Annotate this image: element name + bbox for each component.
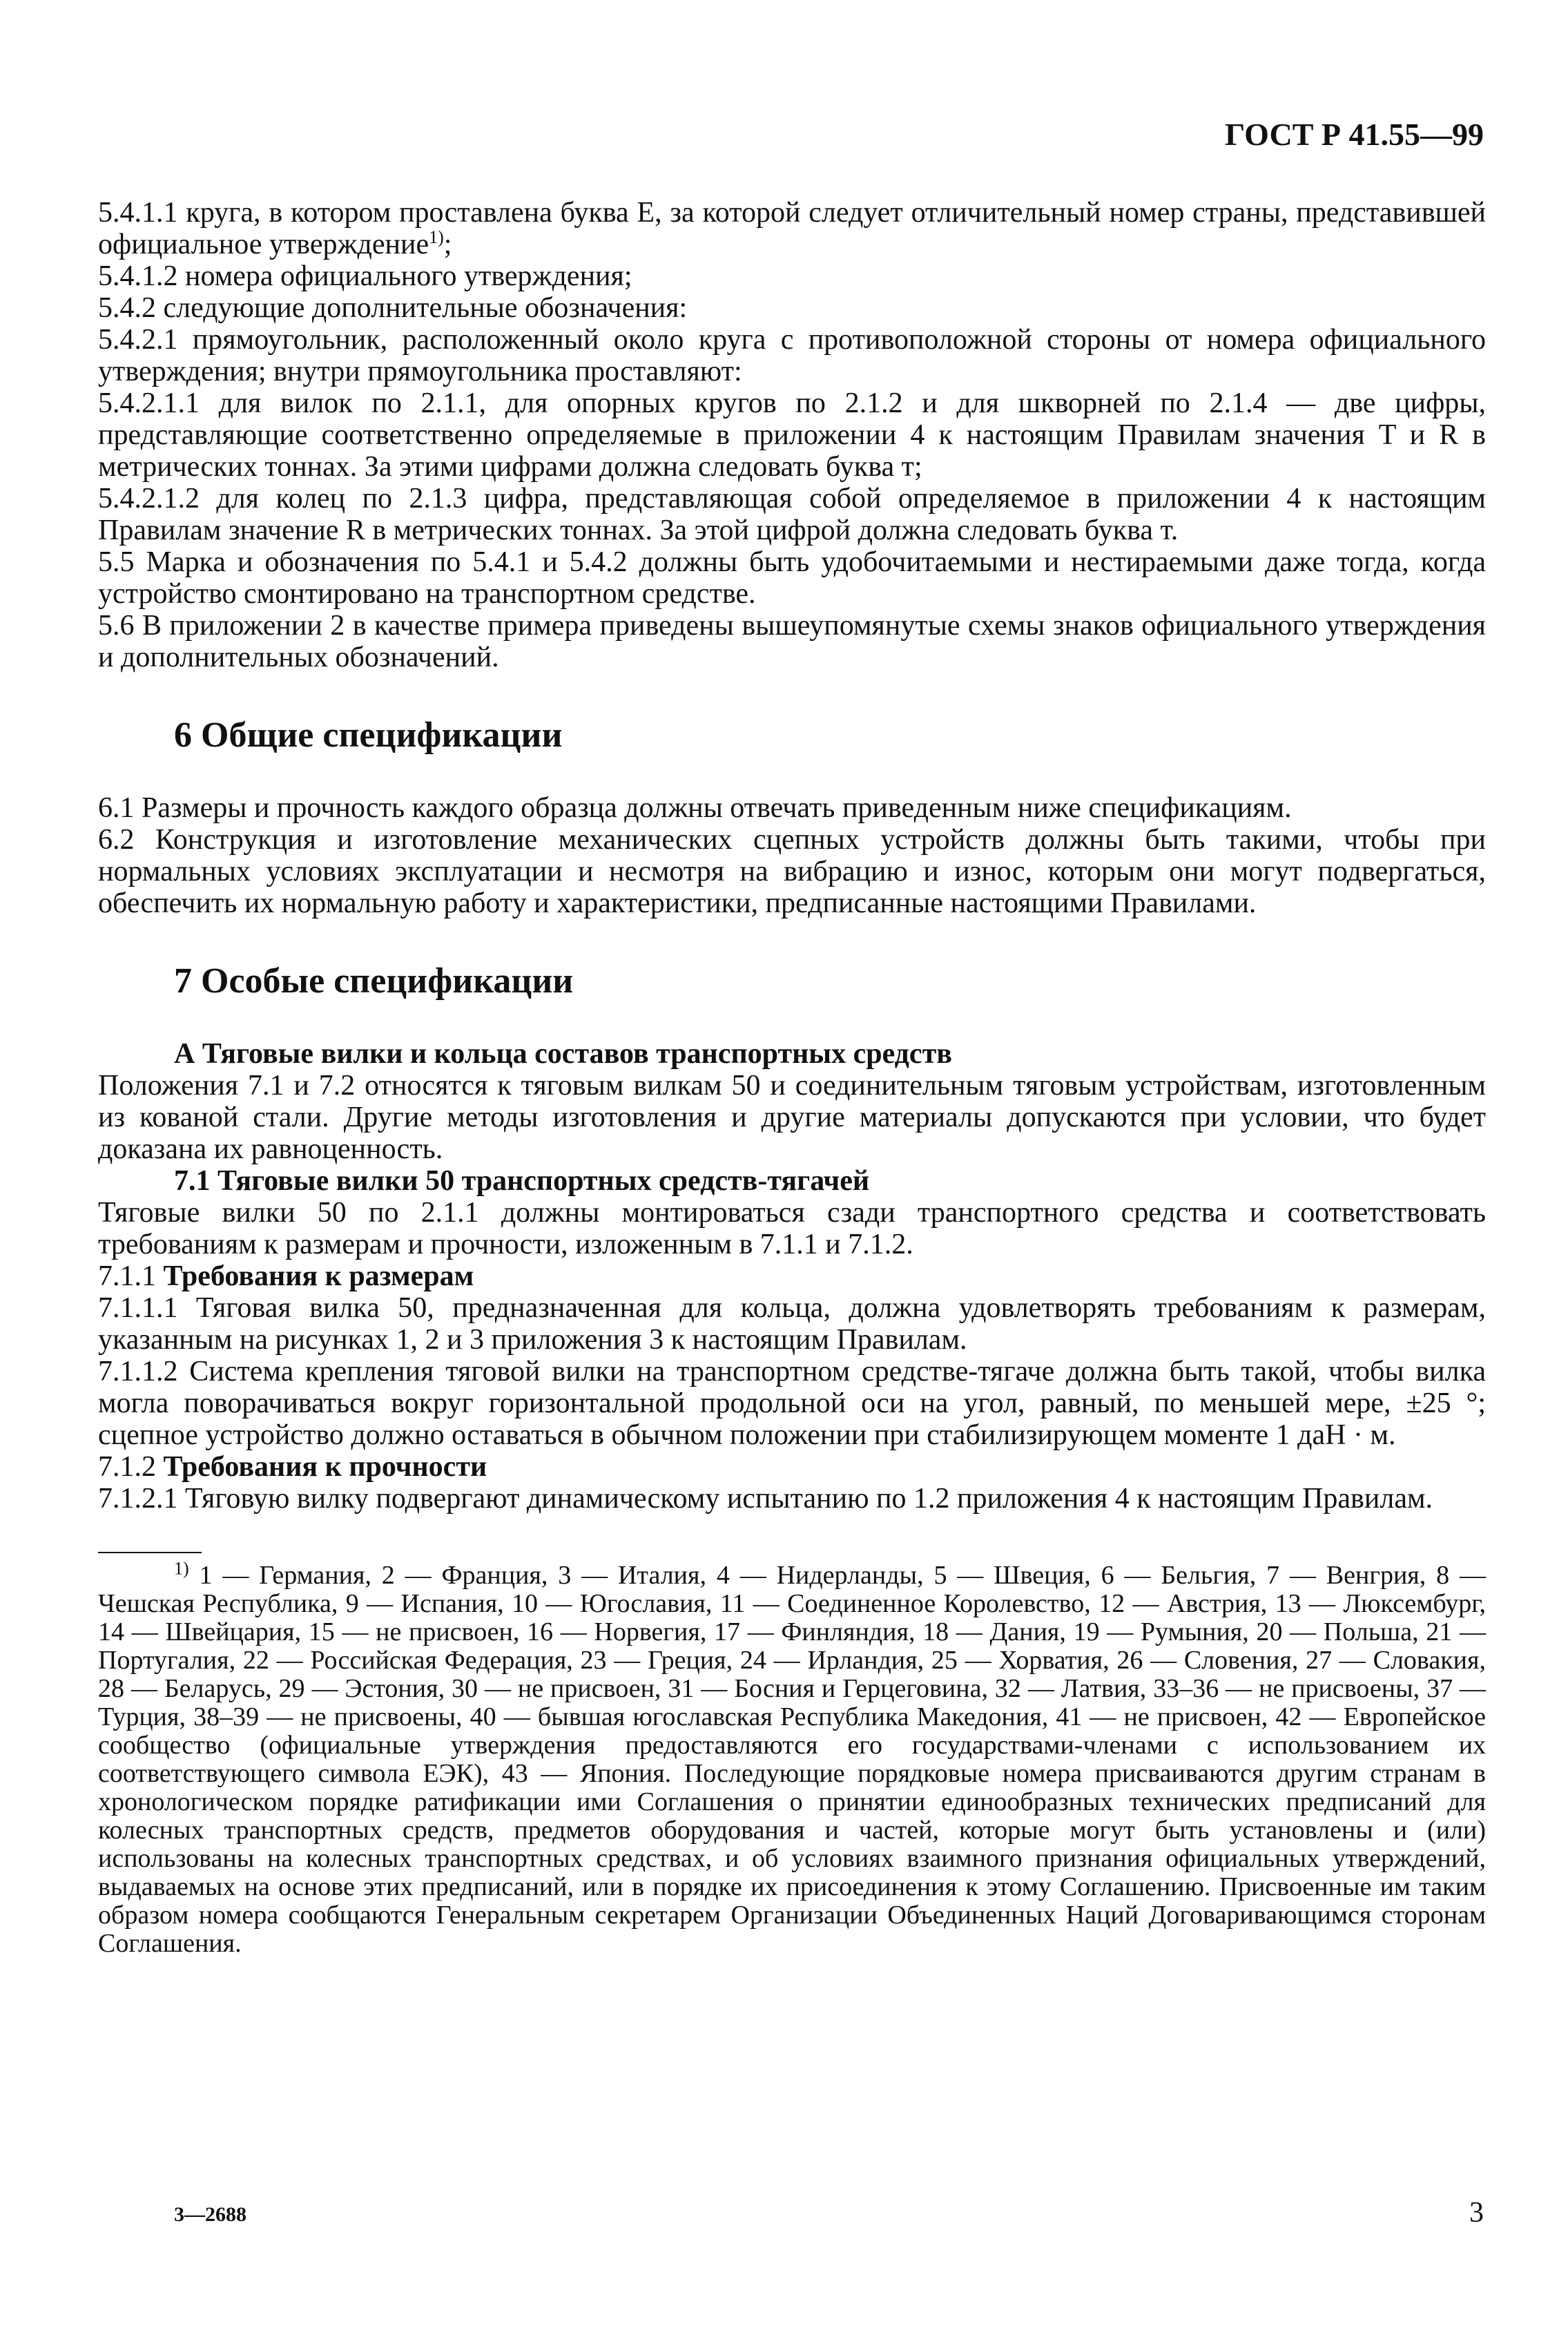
footnote-reference: 1) bbox=[429, 227, 444, 247]
clause-number: 5.6 bbox=[98, 610, 135, 642]
clause-number: 5.4.1.2 bbox=[98, 260, 178, 292]
clause-text: круга, в котором проставлена буква Е, за которой следует отличительный номер страны, представившей официальное утверждение bbox=[98, 197, 1486, 260]
clause-number: 7.1.1 bbox=[98, 1260, 156, 1292]
footnote-mark: 1) bbox=[174, 1558, 189, 1579]
paragraph-5-4-1-1 bbox=[98, 197, 1486, 260]
document-body bbox=[98, 197, 1486, 1958]
print-run-code: 3—2688 bbox=[174, 2203, 246, 2226]
section-7-heading: 7 Особые спецификации bbox=[174, 961, 574, 1001]
paragraph-5-4-2-1 bbox=[98, 324, 1486, 387]
paragraph-5-4-1-2 bbox=[98, 260, 1486, 292]
footnote-text: 1 — Германия, 2 — Франция, 3 — Италия, 4 — Нидерланды, 5 — Швеция, 6 — Бельгия, 7 — Венгрия, 8 — Чешская Республика, 9 — Испания, 10 — Югославия, 11 — Соединенное Королевство, 12 — Австрия, 13 — Люксембург, 14 — Швейцария, 15 — не присвоен, 16 — Норвегия, 17 — Финляндия, 18 — Дания, 19 — Румыния, 20 — Польша, 21 — Португалия, 22 — Российская Федерация, 23 — Греция, 24 — Ирландия, 25 — Хорватия, 26 — Словения, 27 — Словакия, 28 — Беларусь, 29 — Эстония, 30 — не присвоен, 31 — Босния и Герцеговина, 32 — Латвия, 33–36 — не присвоены, 37 — Турция, 38–39 — не присвоены, 40 — бывшая югославская Республика Македония, 41 — не присвоен, 42 — Европейское сообщество (официальные утверждения предоставляются его государствами-членами с использованием их соответствующего символа ЕЭК), 43 — Япония. Последующие порядковые номера присваиваются другим странам в хронологическом порядке ратификации ими Соглашения о принятии единообразных технических предписаний для колесных транспортных средств, предметов оборудования и частей, которые могут быть установлены и (или) использованы на колесных транспортных средствах, и об условиях взаимного признания официальных утверждений, выдаваемых на основе этих предписаний, или в порядке их присоединения к этому Соглашению. Присвоенные им таким образом номера сообщаются Генеральным секретарем Организации Объединенных Наций Договаривающимся сторонам Соглашения. bbox=[98, 1561, 1486, 1958]
paragraph-7-1: Тяговые вилки 50 по 2.1.1 должны монтироваться сзади транспортного средства и соответствовать требованиям к размерам и прочности, изложенным в 7.1.1 и 7.1.2. bbox=[98, 1197, 1486, 1260]
clause-title: Требования к размерам bbox=[163, 1260, 474, 1292]
subsection-a-heading: А Тяговые вилки и кольца составов транспортных средств bbox=[174, 1038, 952, 1070]
clause-text: В приложении 2 в качестве примера приведены вышеупомянутые схемы знаков официального утверждения и дополнительных обозначений. bbox=[98, 610, 1486, 673]
clause-text: Марка и обозначения по 5.4.1 и 5.4.2 должны быть удобочитаемыми и нестираемыми даже тогда, когда устройство смонтировано на транспортном средстве. bbox=[98, 546, 1486, 610]
paragraph-7-1-2-1: 7.1.2.1 Тяговую вилку подвергают динамическому испытанию по 1.2 приложения 4 к настоящим Правилам. bbox=[98, 1483, 1433, 1515]
paragraph-5-4-2-1-1 bbox=[98, 387, 1486, 483]
page-number: 3 bbox=[1469, 2197, 1484, 2229]
paragraph-5-4-2-1-2 bbox=[98, 483, 1486, 546]
clause-number: 5.4.2 bbox=[98, 292, 156, 324]
clause-number: 7.1.2 bbox=[98, 1451, 156, 1483]
footnote bbox=[98, 1558, 1486, 1958]
paragraph-6-1: 6.1 Размеры и прочность каждого образца должны отвечать приведенным ниже спецификациям. bbox=[98, 792, 1292, 824]
paragraph-a-intro: Положения 7.1 и 7.2 относятся к тяговым вилкам 50 и соединительным тяговым устройствам, изготовленным из кованой стали. Другие методы изготовления и другие материалы допускаются при условии, что будет доказана их равноценность. bbox=[98, 1070, 1486, 1165]
paragraph-7-1-1-1: 7.1.1.1 Тяговая вилка 50, предназначенная для кольца, должна удовлетворять требованиям к размерам, указанным на рисунках 1, 2 и 3 приложения 3 к настоящим Правилам. bbox=[98, 1292, 1486, 1356]
document-standard-id: ГОСТ Р 41.55—99 bbox=[1225, 117, 1484, 152]
clause-text: для колец по 2.1.3 цифра, представляющая собой определяемое в приложении 4 к настоящим Правилам значение R в метрических тоннах. За этой цифрой должна следовать буква т. bbox=[98, 483, 1486, 546]
clause-title: Требования к прочности bbox=[163, 1451, 487, 1483]
clause-text: следующие дополнительные обозначения: bbox=[156, 292, 688, 324]
clause-text: прямоугольник, расположенный около круга с противоположной стороны от номера официального утверждения; внутри прямоугольника проставляют: bbox=[98, 324, 1486, 387]
section-6-heading: 6 Общие спецификации bbox=[174, 715, 563, 755]
paragraph-5-4-2 bbox=[98, 292, 1486, 324]
paragraph-7-1-1-2: 7.1.1.2 Система крепления тяговой вилки на транспортном средстве-тягаче должна быть такой, чтобы вилка могла поворачиваться вокруг горизонтальной продольной оси на угол, равный, по меньшей мере, ±25 °; сцепное устройство должно оставаться в обычном положении при стабилизирующем моменте 1 даН · м. bbox=[98, 1356, 1486, 1451]
subsection-7-1-2-heading bbox=[98, 1451, 1486, 1483]
clause-tail: ; bbox=[443, 229, 452, 260]
subsection-7-1-1-heading bbox=[98, 1260, 1486, 1292]
footnote-divider bbox=[98, 1552, 202, 1553]
paragraph-6-2: 6.2 Конструкция и изготовление механических сцепных устройств должны быть такими, чтобы при нормальных условиях эксплуатации и несмотря на вибрацию и износ, которым они могут подвергаться, обеспечить их нормальную работу и характеристики, предписанные настоящими Правилами. bbox=[98, 824, 1486, 919]
clause-number: 5.4.2.1.1 bbox=[98, 387, 200, 419]
subsection-7-1-heading: 7.1 Тяговые вилки 50 транспортных средств-тягачей bbox=[174, 1165, 870, 1197]
clause-text: номера официального утверждения; bbox=[177, 260, 632, 292]
clause-number: 5.5 bbox=[98, 546, 135, 578]
paragraph-5-5 bbox=[98, 546, 1486, 610]
clause-number: 5.4.1.1 bbox=[98, 197, 178, 229]
clause-text: для вилок по 2.1.1, для опорных кругов по 2.1.2 и для шкворней по 2.1.4 — две цифры, представляющие соответственно определяемые в приложении 4 к настоящим Правилам значения T и R в метрических тоннах. За этими цифрами должна следовать буква т; bbox=[98, 387, 1486, 483]
clause-number: 5.4.2.1.2 bbox=[98, 483, 200, 515]
paragraph-5-6 bbox=[98, 610, 1486, 673]
clause-number: 5.4.2.1 bbox=[98, 324, 178, 356]
